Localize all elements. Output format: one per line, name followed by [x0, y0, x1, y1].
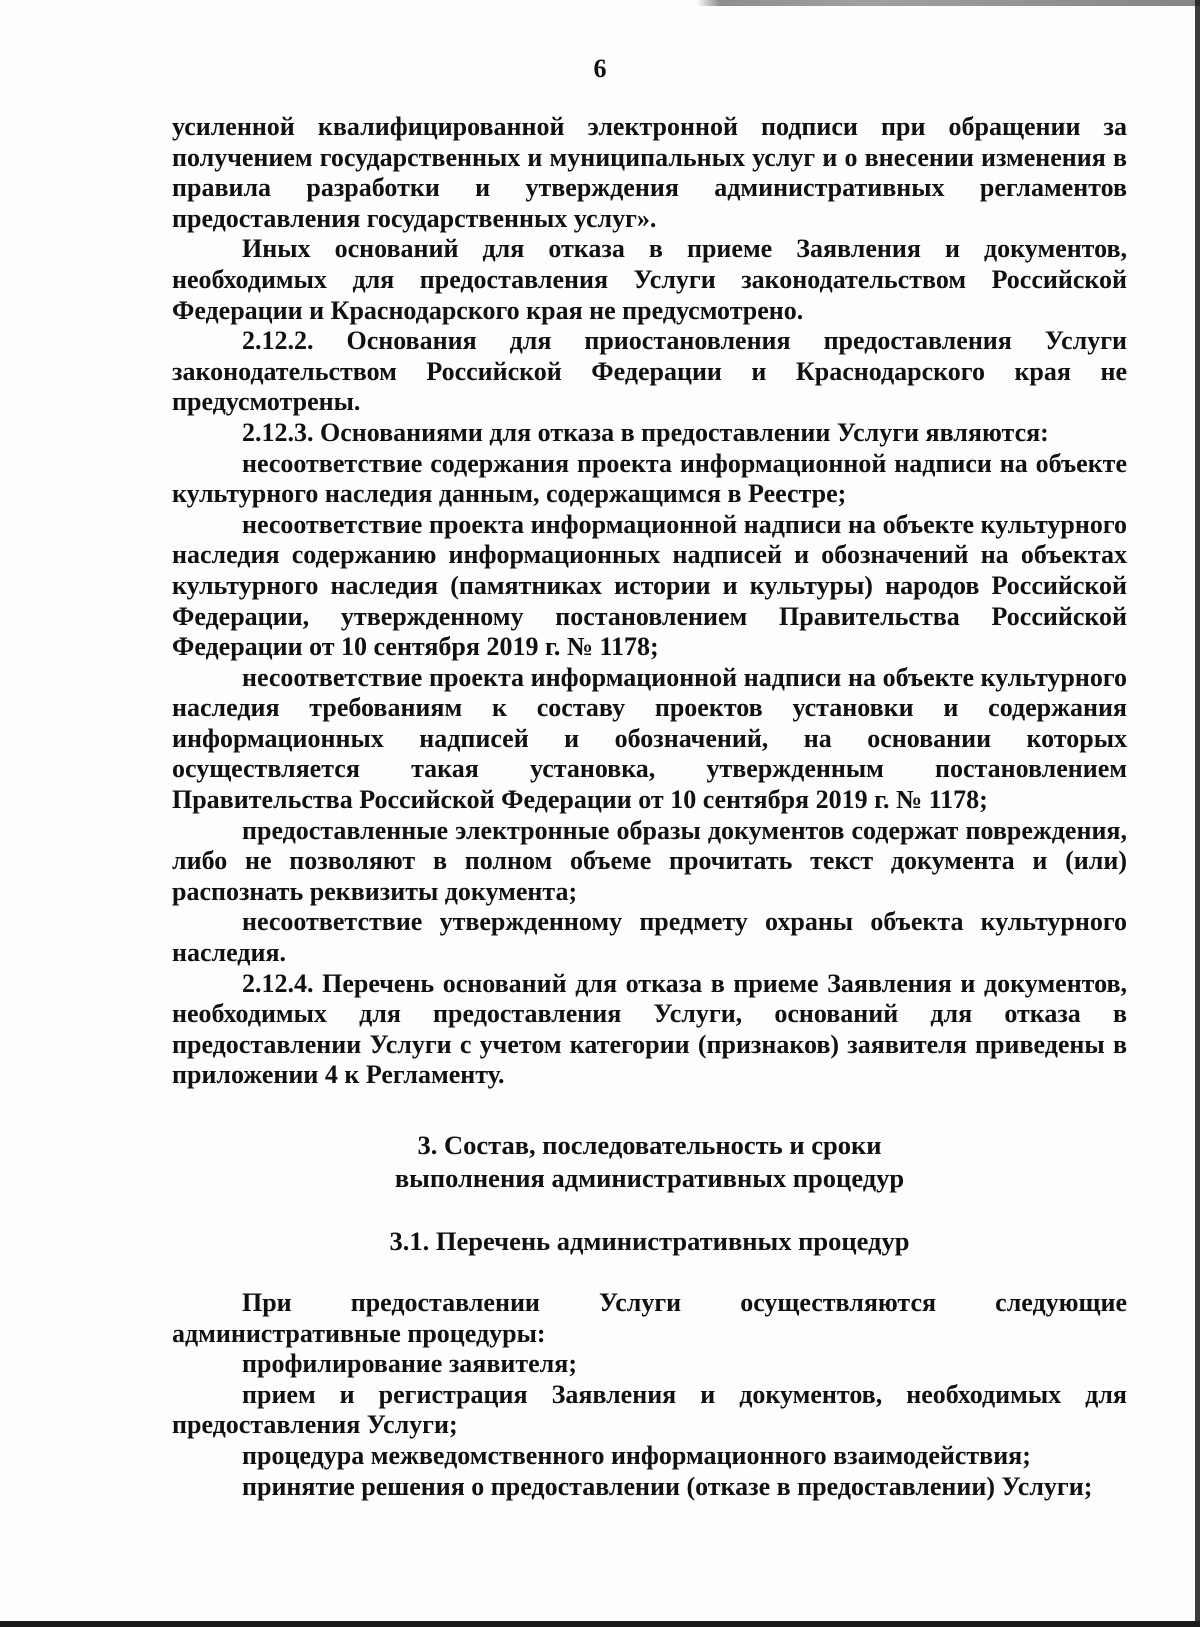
paragraph-2-12-2: 2.12.2. Основания для приостановления предоставления Услуги законодательством Российской Федерации и Краснодарского края не предусмотрены.: [172, 326, 1127, 417]
list-item-refusal-ground: несоответствие проекта информационной надписи на объекте культурного наследия требованиям к составу проектов установки и содержания информационных надписей и обозначений, на основании которых осуществляется такая установка, утвержденным постановлением Правительства Российской Федерации от 10 сентября 2019 г. № 1178;: [172, 662, 1127, 815]
section-heading-line-1: 3. Состав, последовательность и сроки: [417, 1130, 882, 1160]
scan-edge-top: [0, 0, 1200, 6]
list-item-refusal-ground: несоответствие содержания проекта информационной надписи на объекте культурного наследия данным, содержащимся в Реестре;: [172, 448, 1127, 509]
paragraph-continuation: усиленной квалифицированной электронной подписи при обращении за получением государственных и муниципальных услуг и о внесении изменения в правила разработки и утверждения административных регламентов предоставления государственных услуг».: [172, 112, 1127, 233]
document-body: [172, 112, 1127, 1502]
scan-edge-bottom: [0, 1621, 1200, 1627]
list-item-procedure: прием и регистрация Заявления и документов, необходимых для предоставления Услуги;: [172, 1379, 1127, 1440]
list-item-refusal-ground: несоответствие утвержденному предмету охраны объекта культурного наследия.: [172, 907, 1127, 968]
list-item-refusal-ground: предоставленные электронные образы документов содержат повреждения, либо не позволяют в полном объеме прочитать текст документа и (или) распознать реквизиты документа;: [172, 815, 1127, 906]
paragraph-2-12-4: 2.12.4. Перечень оснований для отказа в приеме Заявления и документов, необходимых для предоставления Услуги, оснований для отказа в предоставлении Услуги с учетом категории (признаков) заявителя приведены в приложении 4 к Регламенту.: [172, 968, 1127, 1090]
section-heading-line-2: выполнения административных процедур: [394, 1163, 905, 1193]
list-item-procedure: процедура межведомственного информационного взаимодействия;: [242, 1440, 1031, 1470]
scan-edge-right: [1195, 0, 1200, 1627]
paragraph-procedures-intro: При предоставлении Услуги осуществляются следующие административные процедуры:: [172, 1288, 1127, 1348]
paragraph-no-other-grounds: Иных оснований для отказа в приеме Заявления и документов, необходимых для предоставления Услуги законодательством Российской Федерации и Краснодарского края не предусмотрено.: [172, 234, 1127, 325]
list-item-procedure: профилирование заявителя;: [242, 1349, 577, 1379]
list-item-refusal-ground: несоответствие проекта информационной надписи на объекте культурного наследия содержанию информационных надписей и обозначений на объектах культурного наследия (памятниках истории и культуры) народов Российской Федерации, утвержденному постановлением Правительства Российской Федерации от 10 сентября 2019 г. № 1178;: [172, 509, 1127, 662]
page-number: 6: [593, 54, 607, 83]
list-item-procedure: принятие решения о предоставлении (отказе в предоставлении) Услуги;: [242, 1471, 1093, 1501]
paragraph-2-12-3: 2.12.3. Основаниями для отказа в предоставлении Услуги являются:: [242, 417, 1049, 447]
subsection-heading: 3.1. Перечень административных процедур: [389, 1226, 910, 1256]
